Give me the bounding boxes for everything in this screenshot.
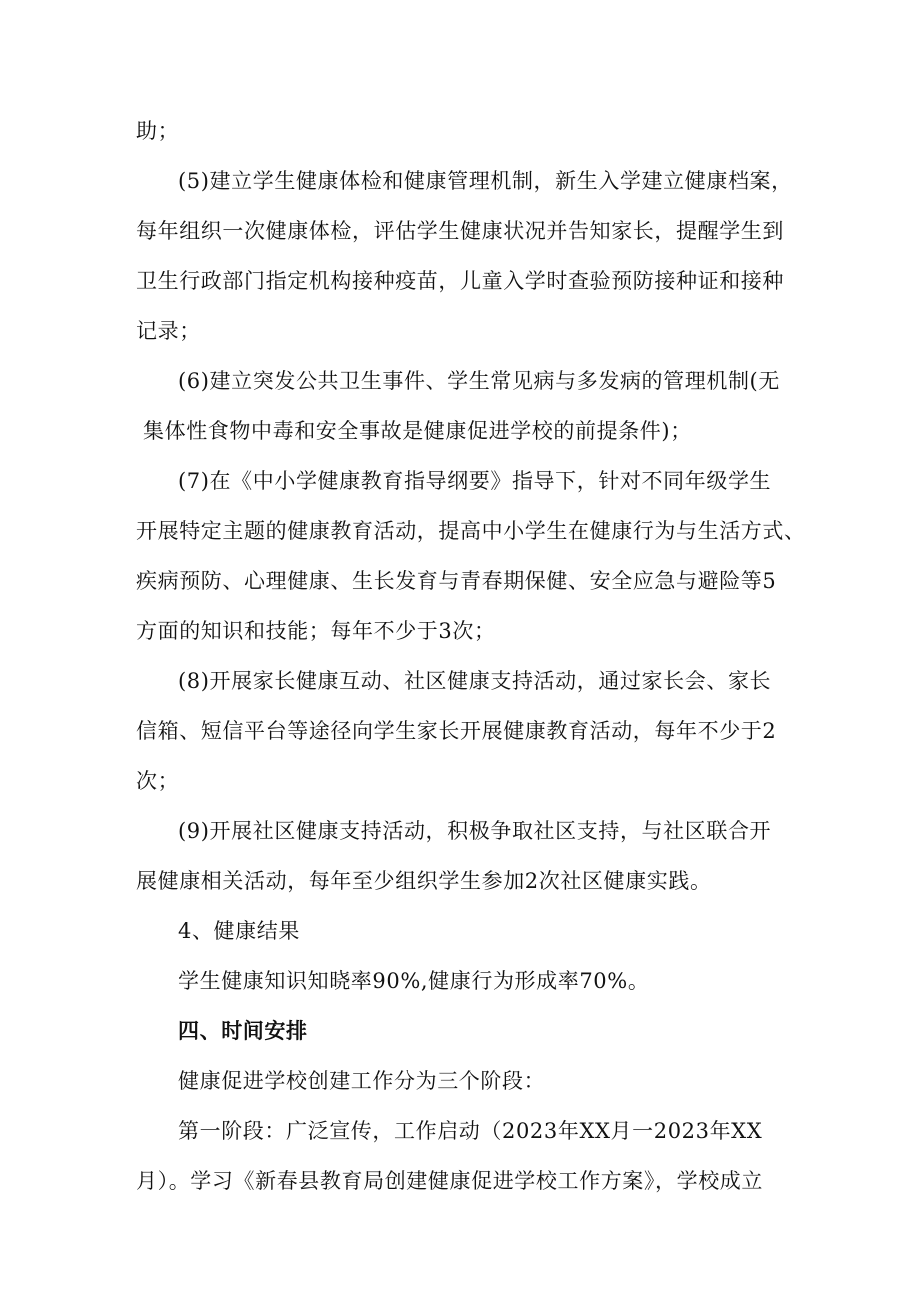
text-line: 助； (136, 119, 180, 143)
text-line: 集体性食物中毒和安全事故是健康促进学校的前提条件)； (143, 419, 692, 443)
text-line: (8)开展家长健康互动、社区健康支持活动，通过家长会、家长 (178, 669, 772, 693)
text-line: (9)开展社区健康支持活动，积极争取社区支持，与社区联合开 (178, 819, 772, 843)
text-line: 卫生行政部门指定机构接种疫苗，儿童入学时查验预防接种证和接种 (136, 269, 784, 293)
text-line: (5)建立学生健康体检和健康管理机制，新生入学建立健康档案， (178, 169, 793, 193)
text-line: 方面的知识和技能；每年不少于3次； (136, 619, 496, 643)
text-line: (6)建立突发公共卫生事件、学生常见病与多发病的管理机制(无 (178, 369, 780, 393)
text-line: 展健康相关活动，每年至少组织学生参加2次社区健康实践。 (136, 869, 712, 893)
text-line: 学生健康知识知晓率90%,健康行为形成率70%。 (178, 969, 650, 993)
text-line: (7)在《中小学健康教育指导纲要》指导下，针对不同年级学生 (178, 469, 772, 493)
text-line: 次； (136, 769, 180, 793)
text-line: 开展特定主题的健康教育活动，提高中小学生在健康行为与生活方式、 (136, 519, 806, 543)
text-line: 每年组织一次健康体检，评估学生健康状况并告知家长，提醒学生到 (136, 219, 784, 243)
section-heading: 四、时间安排 (178, 1019, 308, 1043)
text-line: 月）。学习《新春县教育局创建健康促进学校工作方案》，学校成立 (136, 1169, 763, 1193)
section-subheading: 4、健康结果 (178, 919, 300, 943)
text-line: 信箱、短信平台等途径向学生家长开展健康教育活动，每年不少于2 (136, 719, 777, 743)
text-line: 健康促进学校创建工作分为三个阶段： (178, 1069, 546, 1093)
text-line: 记录； (136, 319, 201, 343)
text-line: 疾病预防、心理健康、生长发育与青春期保健、安全应急与避险等5 (136, 569, 777, 593)
text-line: 第一阶段：广泛宣传，工作启动（2023年XX月一2023年XX (178, 1119, 763, 1143)
